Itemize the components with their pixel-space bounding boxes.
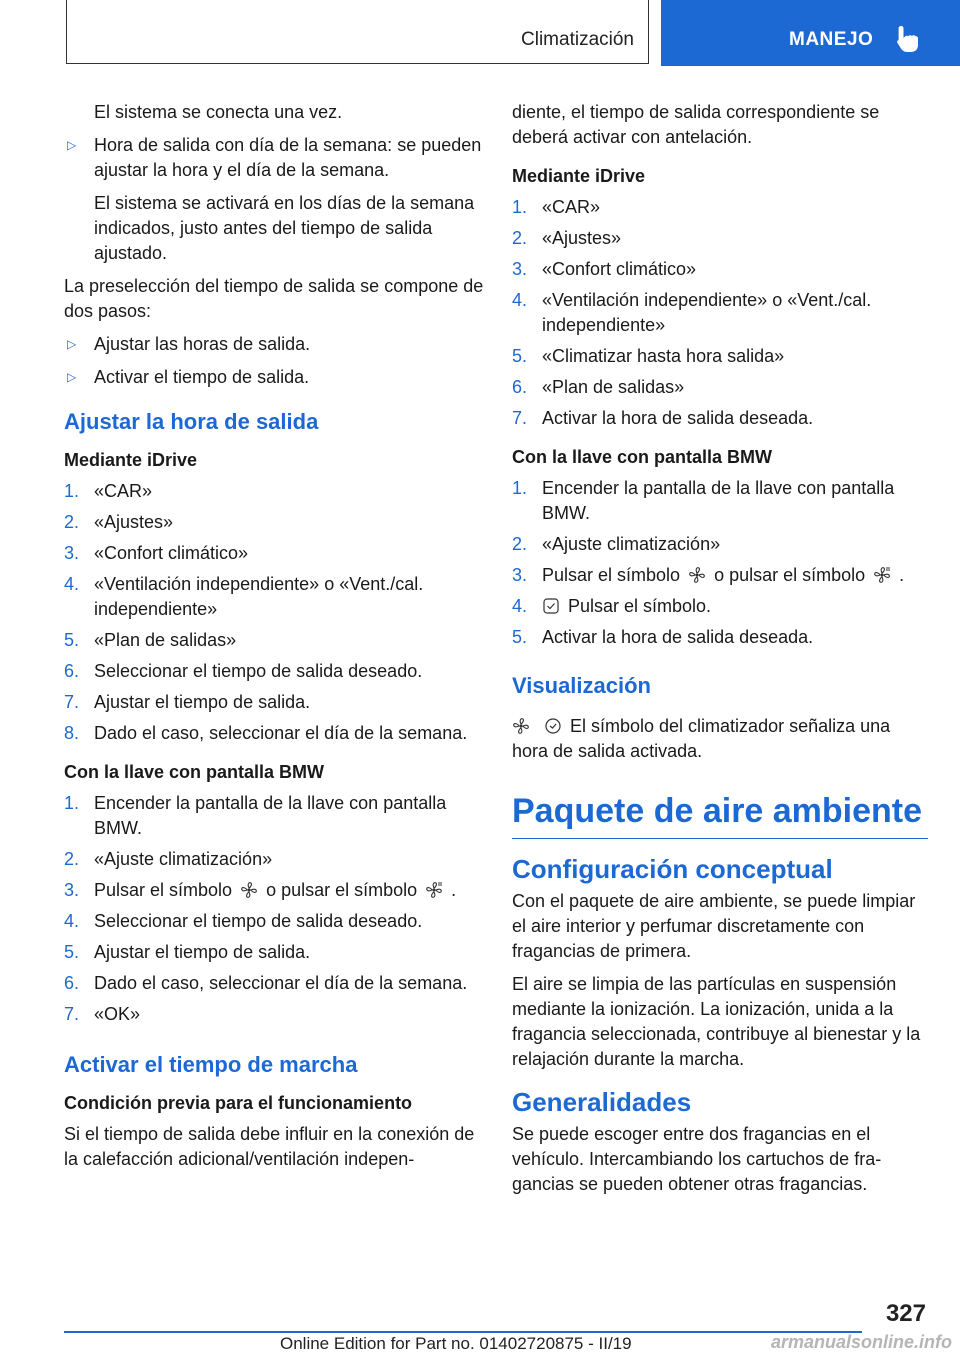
list-item: 1. «CAR» xyxy=(512,197,601,217)
clock-icon xyxy=(544,717,562,735)
procedure-title: Mediante iDrive xyxy=(64,450,198,470)
list-item: 6. «Plan de salidas» xyxy=(512,377,685,397)
page-header xyxy=(0,0,960,66)
edition-text: Online Edition for Part no. 01402720875 - II/19 xyxy=(280,1334,632,1353)
list-item: 3. Pulsar el símbolo o pulsar el símbolo . xyxy=(512,565,905,585)
section-title: Climatización xyxy=(521,29,634,50)
list-item: 4. Pulsar el símbolo. xyxy=(512,596,712,616)
triangle-bullet-icon: ▷ xyxy=(67,337,77,351)
page-number: 327 xyxy=(885,1300,926,1327)
list-item: 5. «Climatizar hasta hora salida» xyxy=(512,346,785,366)
subheading: Ajustar la hora de salida xyxy=(64,409,319,434)
triangle-bullet-icon: ▷ xyxy=(67,138,77,152)
list-item: 5. Ajustar el tiempo de salida. xyxy=(64,942,311,962)
fan-heat-icon xyxy=(873,566,891,584)
paragraph: Con el paquete de aire ambiente, se puede limpiar el aire interior y perfumar discretamente con fragancias de primera. xyxy=(512,891,916,961)
paragraph: El símbolo del climatizador señaliza una hora de salida activada. xyxy=(512,716,891,761)
procedure-title: Con la llave con pantalla BMW xyxy=(512,447,773,467)
subheading: Visualización xyxy=(512,673,651,698)
footer-rule xyxy=(64,1331,862,1333)
right-column xyxy=(512,100,928,1205)
paragraph: diente, el tiempo de salida correspondiente se deberá activar con antelación. xyxy=(512,102,880,147)
list-item: 8. Dado el caso, seleccionar el día de la semana. xyxy=(64,723,468,743)
list-item: 4. «Ventilación independiente» o «Vent./cal. independiente» xyxy=(64,574,424,619)
list-item: 2. «Ajustes» xyxy=(512,228,622,248)
list-item: 3. «Confort climático» xyxy=(512,259,697,279)
list-item: 6. Seleccionar el tiempo de salida deseado. xyxy=(64,661,423,681)
list-item: 1. Encender la pantalla de la llave con pantalla BMW. xyxy=(64,793,447,838)
fan-icon xyxy=(512,717,530,735)
list-item: 5. «Plan de salidas» xyxy=(64,630,237,650)
procedure-title: Con la llave con pantalla BMW xyxy=(64,762,325,782)
paragraph: Se puede escoger entre dos fragancias en el vehículo. Intercambiando los cartuchos de fragancias se pueden obtener otras fragancias. xyxy=(512,1124,882,1194)
section-tab xyxy=(66,0,649,64)
paragraph: El sistema se conecta una vez. xyxy=(94,102,343,122)
list-item: 1. «CAR» xyxy=(64,481,153,501)
list-item: 3. «Confort climático» xyxy=(64,543,249,563)
fan-icon xyxy=(688,566,706,584)
list-item: 2. «Ajuste climatización» xyxy=(512,534,721,554)
list-item: 2. «Ajustes» xyxy=(64,512,174,532)
triangle-bullet-icon: ▷ xyxy=(67,370,77,384)
fan-heat-icon xyxy=(425,881,443,899)
paragraph: La preselección del tiempo de salida se compone de dos pasos: xyxy=(64,276,484,321)
fan-icon xyxy=(240,881,258,899)
list-item: 5. Activar la hora de salida deseada. xyxy=(512,627,814,647)
left-column xyxy=(64,100,484,1180)
paragraph: El aire se limpia de las partículas en suspensión mediante la ionización. La ionización, unida a la fragancia seleccionada, contribuye al bienestar y la relajación durante la marcha. xyxy=(512,974,921,1069)
list-item: 7. Activar la hora de salida deseada. xyxy=(512,408,814,428)
hand-pointer-icon xyxy=(895,24,921,54)
procedure-title: Condición previa para el funcionamiento xyxy=(64,1093,413,1113)
section-heading: Paquete de aire ambiente xyxy=(512,790,928,839)
paragraph: El sistema se activará en los días de la semana indicados, justo antes del tiempo de salida ajustado. xyxy=(94,193,475,263)
list-item: 7. «OK» xyxy=(64,1004,141,1024)
paragraph: Si el tiempo de salida debe influir en la conexión de la calefacción adicional/ventilación indepen- xyxy=(64,1124,475,1169)
chapter-tab xyxy=(661,0,960,66)
procedure-title: Mediante iDrive xyxy=(512,166,646,186)
list-item: 1. Encender la pantalla de la llave con pantalla BMW. xyxy=(512,478,895,523)
subheading: Configuración conceptual xyxy=(512,854,833,884)
bullet-item: ▷ Hora de salida con día de la semana: se pueden ajustar la hora y el día de la semana. xyxy=(67,135,482,180)
chapter-title: MANEJO xyxy=(789,29,874,50)
list-item: 6. Dado el caso, seleccionar el día de la semana. xyxy=(64,973,468,993)
list-item: 7. Ajustar el tiempo de salida. xyxy=(64,692,311,712)
bullet-item: ▷ Activar el tiempo de salida. xyxy=(64,365,484,390)
list-item: 4. Seleccionar el tiempo de salida deseado. xyxy=(64,911,423,931)
bullet-item: ▷ Ajustar las horas de salida. xyxy=(64,332,484,357)
list-item: 3. Pulsar el símbolo o pulsar el símbolo . xyxy=(64,880,457,900)
subheading: Generalidades xyxy=(512,1087,692,1117)
clock-check-icon xyxy=(542,597,560,615)
list-item: 2. «Ajuste climatización» xyxy=(64,849,273,869)
watermark-logo: armanualsonline.info xyxy=(770,1332,952,1352)
list-item: 4. «Ventilación independiente» o «Vent./cal. independiente» xyxy=(512,290,872,335)
subheading: Activar el tiempo de marcha xyxy=(64,1052,358,1077)
